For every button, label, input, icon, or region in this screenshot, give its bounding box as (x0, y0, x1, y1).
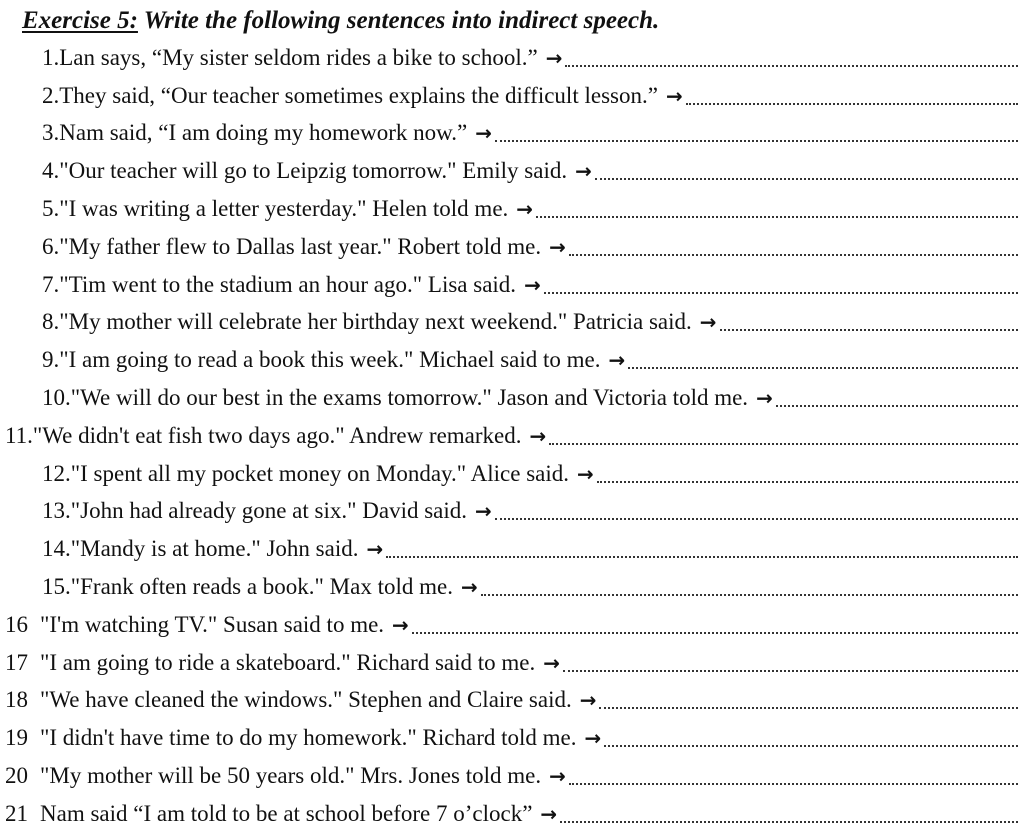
list-item (0, 794, 1024, 832)
answer-blank[interactable] (628, 367, 1018, 369)
sentence-list (0, 38, 1024, 832)
answer-blank[interactable] (563, 670, 1018, 672)
exercise-heading (22, 6, 659, 36)
arrow-right-icon: → (577, 461, 594, 486)
item-sentence: "Tim went to the stadium an hour ago." Lisa said. (59, 271, 517, 297)
answer-blank[interactable] (569, 783, 1018, 785)
item-sentence: "I was writing a letter yesterday." Helen told me. (59, 195, 509, 221)
list-item (0, 151, 1024, 189)
item-sentence: Nam said, “I am doing my homework now.” (59, 120, 468, 146)
item-sentence: "My father flew to Dallas last year." Robert told me. (59, 233, 542, 259)
arrow-right-icon: → (543, 650, 561, 675)
answer-blank[interactable] (565, 65, 1018, 67)
answer-blank[interactable] (720, 329, 1018, 331)
item-sentence: "I am going to ride a skateboard." Richard said to me. (40, 649, 536, 675)
list-item (0, 567, 1024, 605)
item-sentence: "We didn't eat fish two days ago." Andrew remarked. (32, 422, 522, 448)
arrow-right-icon: → (549, 763, 566, 788)
answer-blank[interactable] (495, 140, 1018, 142)
item-number: 12. (42, 460, 71, 486)
item-sentence: "My mother will celebrate her birthday next weekend." Patricia said. (59, 309, 692, 335)
list-item (0, 227, 1024, 265)
answer-blank[interactable] (549, 443, 1018, 445)
item-number: 2. (42, 82, 60, 108)
item-number: 8. (42, 309, 60, 335)
item-number: 4. (42, 158, 60, 184)
answer-blank[interactable] (412, 632, 1018, 634)
item-number: 7. (42, 271, 60, 297)
item-sentence: "I didn't have time to do my homework." Richard told me. (40, 725, 577, 751)
item-number: 21 (5, 800, 28, 826)
item-sentence: "I am going to read a book this week." Michael said to me. (59, 347, 601, 373)
answer-blank[interactable] (604, 745, 1018, 747)
answer-blank[interactable] (544, 292, 1018, 294)
arrow-right-icon: → (608, 348, 626, 373)
item-sentence: "John had already gone at six." David said. (70, 498, 468, 524)
list-item (0, 605, 1024, 643)
arrow-right-icon: → (529, 423, 547, 448)
item-sentence: "I'm watching TV." Susan said to me. (40, 611, 385, 637)
list-item (0, 38, 1024, 76)
arrow-right-icon: → (756, 385, 773, 410)
item-sentence: "Frank often reads a book." Max told me. (70, 573, 453, 599)
answer-blank[interactable] (599, 707, 1018, 709)
list-item (0, 416, 1024, 454)
answer-blank[interactable] (386, 556, 1018, 558)
arrow-right-icon: → (549, 234, 566, 259)
item-number: 15. (42, 573, 71, 599)
answer-blank[interactable] (560, 821, 1018, 823)
item-number: 3. (42, 120, 60, 146)
item-number: 1. (42, 44, 60, 70)
item-sentence: "Mandy is at home." John said. (70, 536, 359, 562)
list-item (0, 340, 1024, 378)
item-number: 10. (42, 384, 71, 410)
list-item (0, 114, 1024, 152)
answer-blank[interactable] (595, 178, 1018, 180)
arrow-right-icon: → (665, 83, 683, 108)
arrow-right-icon: → (540, 801, 558, 826)
item-number: 9. (42, 347, 60, 373)
arrow-right-icon: → (392, 612, 409, 637)
list-item (0, 529, 1024, 567)
arrow-right-icon: → (584, 726, 602, 751)
arrow-right-icon: → (575, 159, 592, 184)
item-number: 11. (5, 422, 33, 448)
item-number: 13. (42, 498, 71, 524)
list-item (0, 681, 1024, 719)
list-item (0, 378, 1024, 416)
answer-blank[interactable] (495, 518, 1018, 520)
list-item (0, 643, 1024, 681)
item-number: 16 (5, 611, 28, 637)
item-number: 18 (5, 687, 28, 713)
item-sentence: "My mother will be 50 years old." Mrs. Jones told me. (40, 762, 542, 788)
item-sentence: "We have cleaned the windows." Stephen and Claire said. (40, 687, 572, 713)
exercise-instruction: Write the following sentences into indirect speech. (143, 7, 660, 34)
list-item (0, 718, 1024, 756)
answer-blank[interactable] (536, 216, 1018, 218)
item-sentence: "We will do our best in the exams tomorrow." Jason and Victoria told me. (70, 384, 749, 410)
item-sentence: Lan says, “My sister seldom rides a bike to school.” (59, 44, 538, 70)
list-item (0, 492, 1024, 530)
item-sentence: They said, “Our teacher sometimes explains the difficult lesson.” (59, 82, 658, 108)
list-item (0, 303, 1024, 341)
arrow-right-icon: → (579, 688, 597, 713)
arrow-right-icon: → (475, 499, 492, 524)
answer-blank[interactable] (776, 405, 1018, 407)
exercise-label: Exercise 5: (22, 7, 138, 34)
item-number: 19 (5, 725, 28, 751)
list-item (0, 265, 1024, 303)
arrow-right-icon: → (699, 310, 717, 335)
list-item (0, 756, 1024, 794)
item-number: 6. (42, 233, 60, 259)
list-item (0, 189, 1024, 227)
list-item (0, 76, 1024, 114)
answer-blank[interactable] (686, 103, 1018, 105)
item-sentence: Nam said “I am told to be at school before 7 o’clock” (40, 800, 533, 826)
list-item (0, 454, 1024, 492)
item-number: 14. (42, 536, 71, 562)
item-sentence: "I spent all my pocket money on Monday." Alice said. (70, 460, 570, 486)
arrow-right-icon: → (516, 196, 534, 221)
answer-blank[interactable] (597, 481, 1018, 483)
arrow-right-icon: → (545, 45, 563, 70)
item-sentence: "Our teacher will go to Leipzig tomorrow." Emily said. (59, 158, 568, 184)
arrow-right-icon: → (524, 272, 541, 297)
answer-blank[interactable] (569, 254, 1018, 256)
item-number: 17 (5, 649, 28, 675)
item-number: 20 (5, 762, 28, 788)
arrow-right-icon: → (475, 121, 492, 146)
arrow-right-icon: → (366, 537, 384, 562)
arrow-right-icon: → (460, 574, 478, 599)
item-number: 5. (42, 195, 60, 221)
answer-blank[interactable] (481, 594, 1018, 596)
